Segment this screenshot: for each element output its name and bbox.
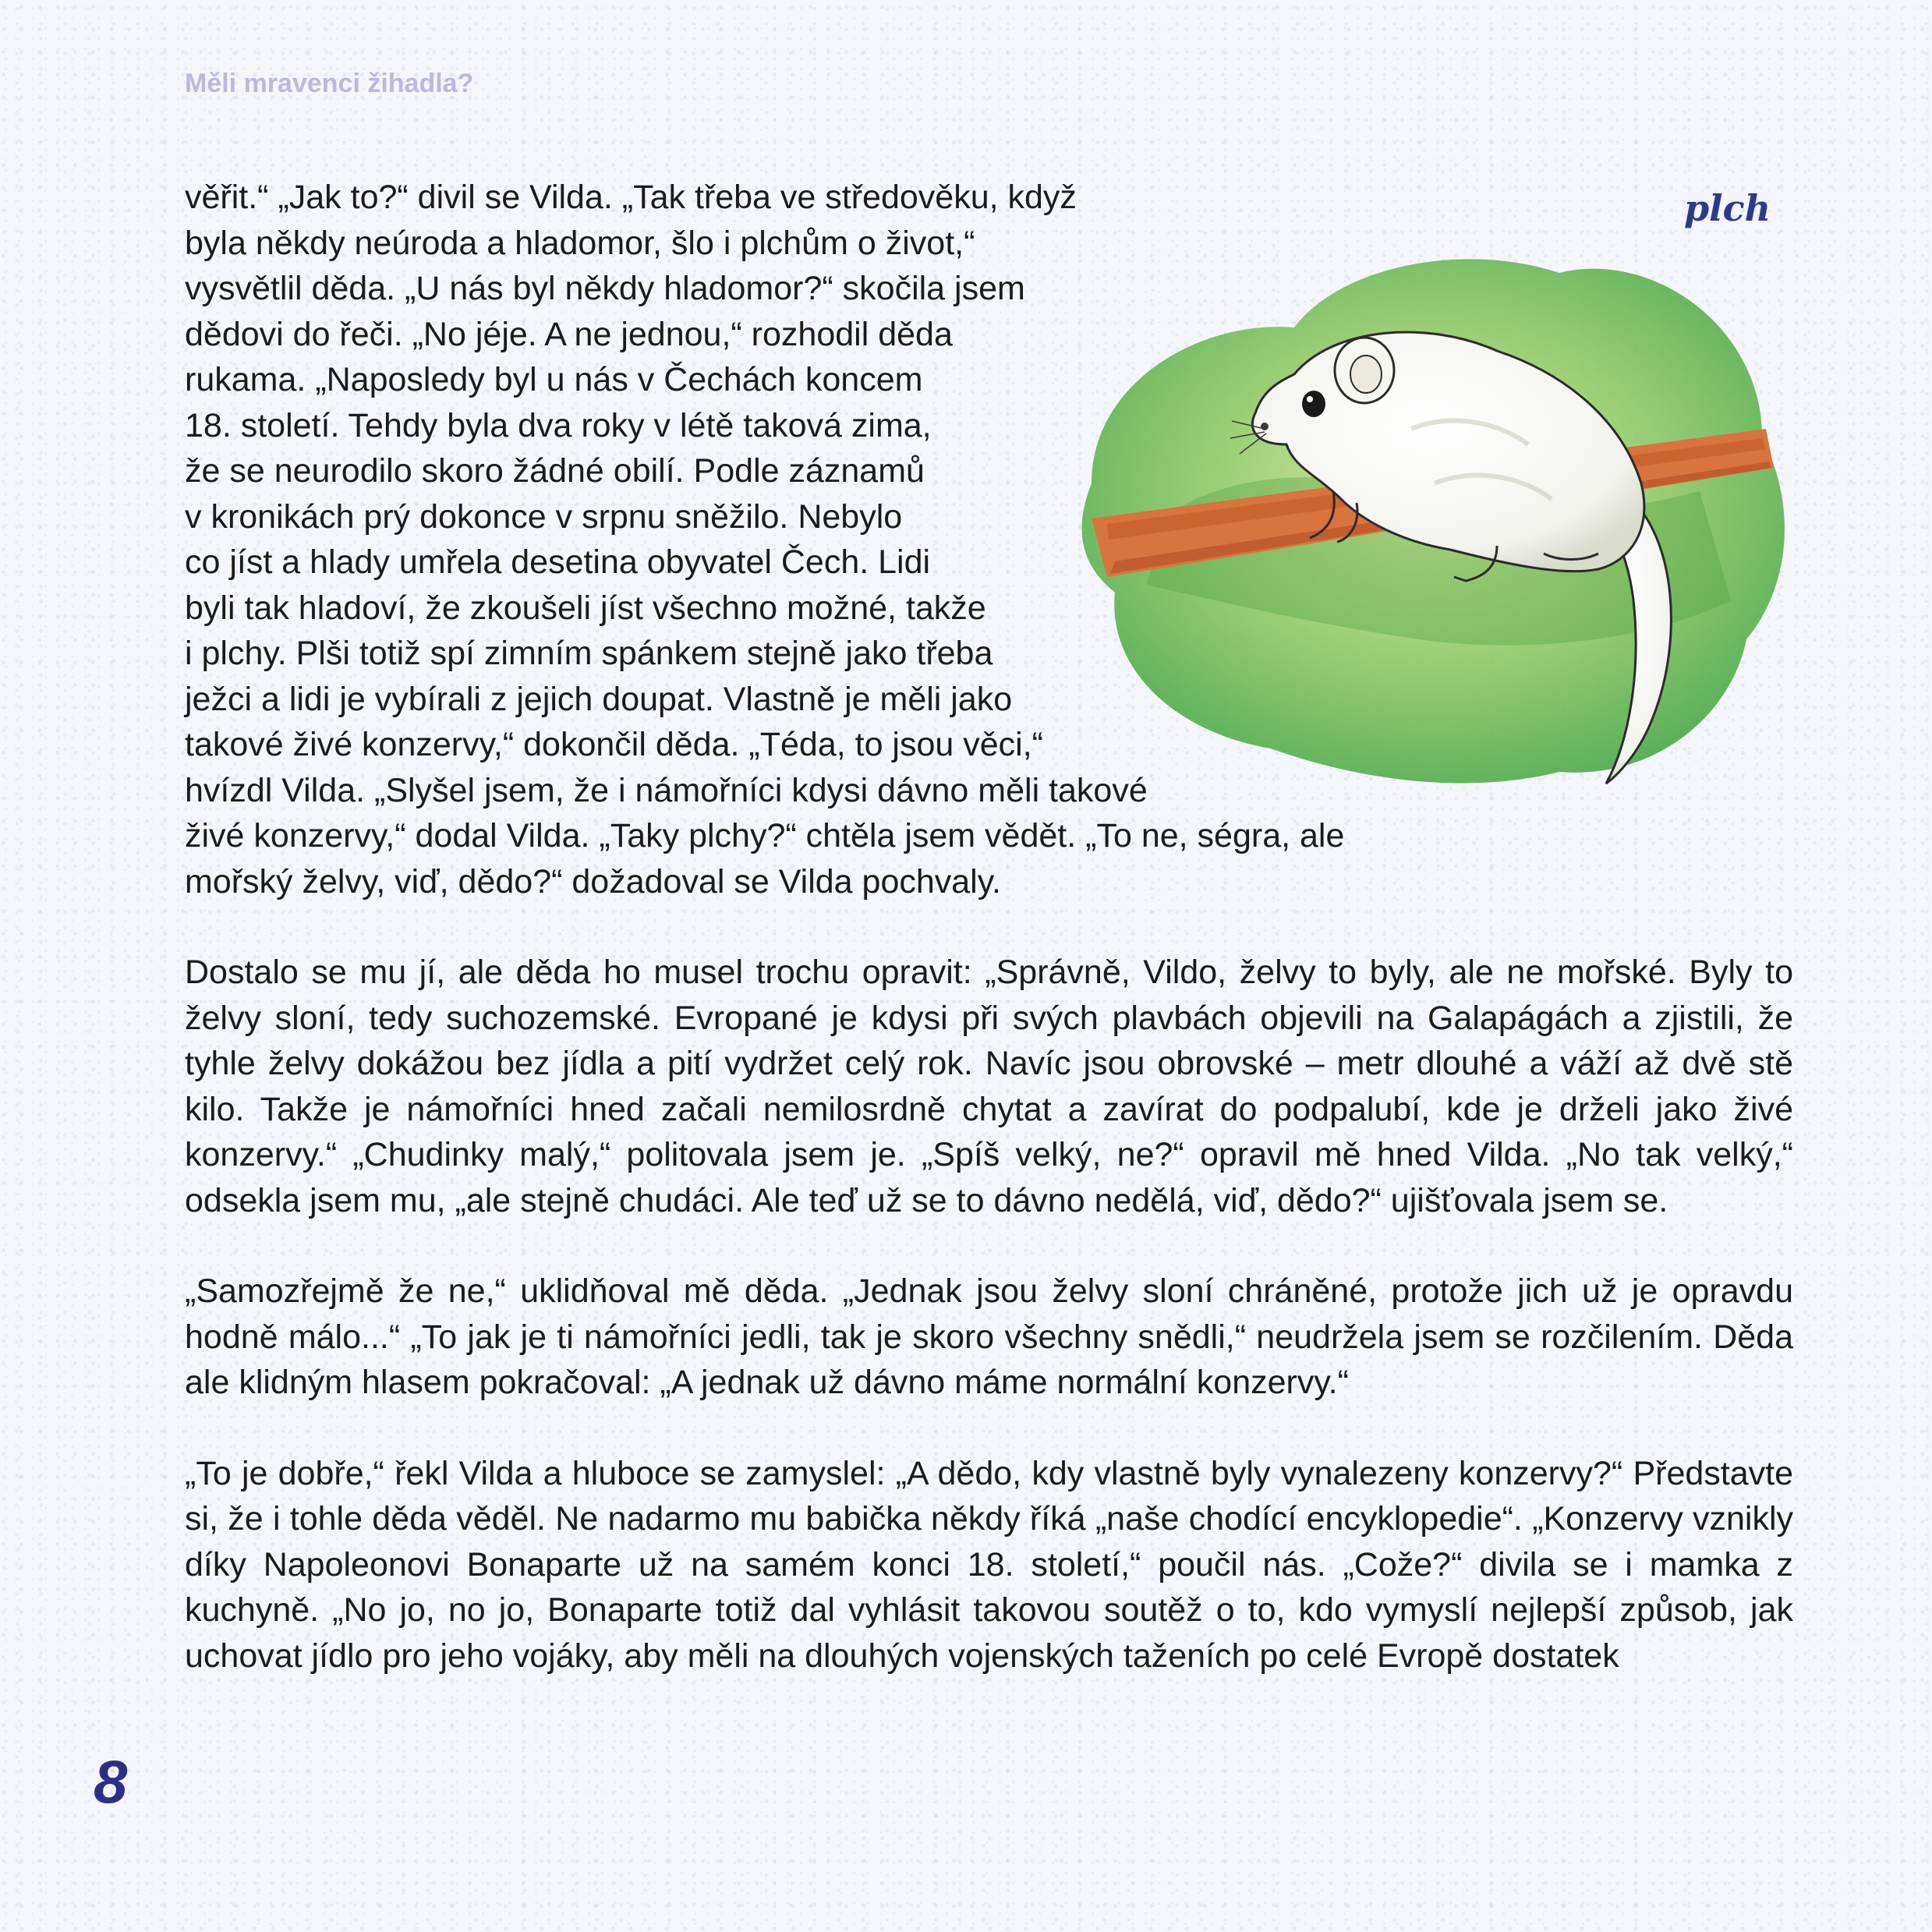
text-line: takové živé konzervy,“ dokončil děda. „Téda, to jsou věci,“ — [185, 726, 1043, 763]
text-line: vysvětlil děda. „U nás byl někdy hladomor?“ skočila jsem — [185, 270, 1025, 307]
running-title: Měli mravenci žihadla? — [185, 69, 474, 98]
opening-paragraph — [185, 175, 1793, 904]
paragraph-canning: „To je dobře,“ řekl Vilda a hluboce se zamyslel: „A dědo, kdy vlastně byly vynalezeny konzervy?“ Představte si, že i tohle děda věděl. Ne nadarmo mu babička někdy říká „naše chodící encyklopedie“. „Konzervy vznikly díky Napoleonovi Bonaparte už na samém konci 18. století,“ poučil nás. „Cože?“ divila se i mamka z kuchyně. „No jo, no jo, Bonaparte totiž dal vyhlásit takovou soutěž o to, kdo vymyslí nejlepší způsob, jak uchovat jídlo pro jeho vojáky, aby měli na dlouhých vojenských taženích po celé Evropě dostatek — [185, 1454, 1793, 1675]
text-line: živé konzervy,“ dodal Vilda. „Taky plchy?“ chtěla jsem vědět. „To ne, ségra, ale — [185, 817, 1345, 855]
text-line: i plchy. Plši totiž spí zimním spánkem stejně jako třeba — [185, 635, 993, 672]
text-line: věřit.“ „Jak to?“ divil se Vilda. „Tak třeba ve středověku, když — [185, 179, 1077, 216]
text-line: hvízdl Vilda. „Slyšel jsem, že i námořníci kdysi dávno měli takové — [185, 771, 1148, 809]
text-line: mořský želvy, viď, dědo?“ dožadoval se Vilda pochvaly. — [185, 862, 1001, 901]
text-line: co jíst a hlady umřela desetina obyvatel Čech. Lidi — [185, 543, 931, 581]
text-line: dědovi do řeči. „No jéje. A ne jednou,“ rozhodil děda — [185, 315, 953, 353]
figure-caption: plch — [1684, 187, 1771, 229]
text-line: že se neurodilo skoro žádné obilí. Podle záznamů — [185, 452, 925, 490]
paragraph-protected: „Samozřejmě že ne,“ uklidňoval mě děda. „Jednak jsou želvy sloní chráněné, protože jich už je opravdu hodně málo...“ „To jak je ti námořníci jedli, tak je skoro všechny snědli,“ neudržela jsem se rozčilením. Děda ale klidným hlasem pokračoval: „A jednak už dávno máme normální konzervy.“ — [185, 1272, 1793, 1401]
text-line: ježci a lidi je vybírali z jejich doupat. Vlastně je měli jako — [185, 680, 1013, 718]
text-line: v kronikách prý dokonce v srpnu sněžilo. Nebylo — [185, 497, 903, 536]
paragraph-turtles: Dostalo se mu jí, ale děda ho musel trochu opravit: „Správně, Vildo, želvy to byly, ale ne mořské. Byly to želvy sloní, tedy suchozemské. Evropané je kdysi při svých plavbách objevili na Galapágách a zjistili, že tyhle želvy dokážou bez jídla a pití vydržet celý rok. Navíc jsou obrovské – metr dlouhé a váží až dvě stě kilo. Takže je námořníci hned začali nemilosrdně chytat a zavírat do podpalubí, kde je drželi jako živé konzervy.“ „Chudinky malý,“ politovala jsem je. „Spíš velký, ne?“ opravil mě hned Vilda. „No tak velký,“ odsekla jsem mu, „ale stejně chudáci. Ale teď už se to dávno nedělá, viď, dědo?“ ujišťovala jsem se. — [185, 954, 1793, 1219]
text-line: rukama. „Naposledy byl u nás v Čechách koncem — [185, 361, 923, 398]
text-line: 18. století. Tehdy byla dva roky v létě taková zima, — [185, 406, 932, 444]
text-line: byli tak hladoví, že zkoušeli jíst všechno možné, takže — [185, 589, 986, 627]
body-text — [185, 175, 1793, 1679]
text-line: byla někdy neúroda a hladomor, šlo i plchům o život,“ — [185, 224, 975, 262]
page-number: 8 — [94, 1747, 128, 1816]
